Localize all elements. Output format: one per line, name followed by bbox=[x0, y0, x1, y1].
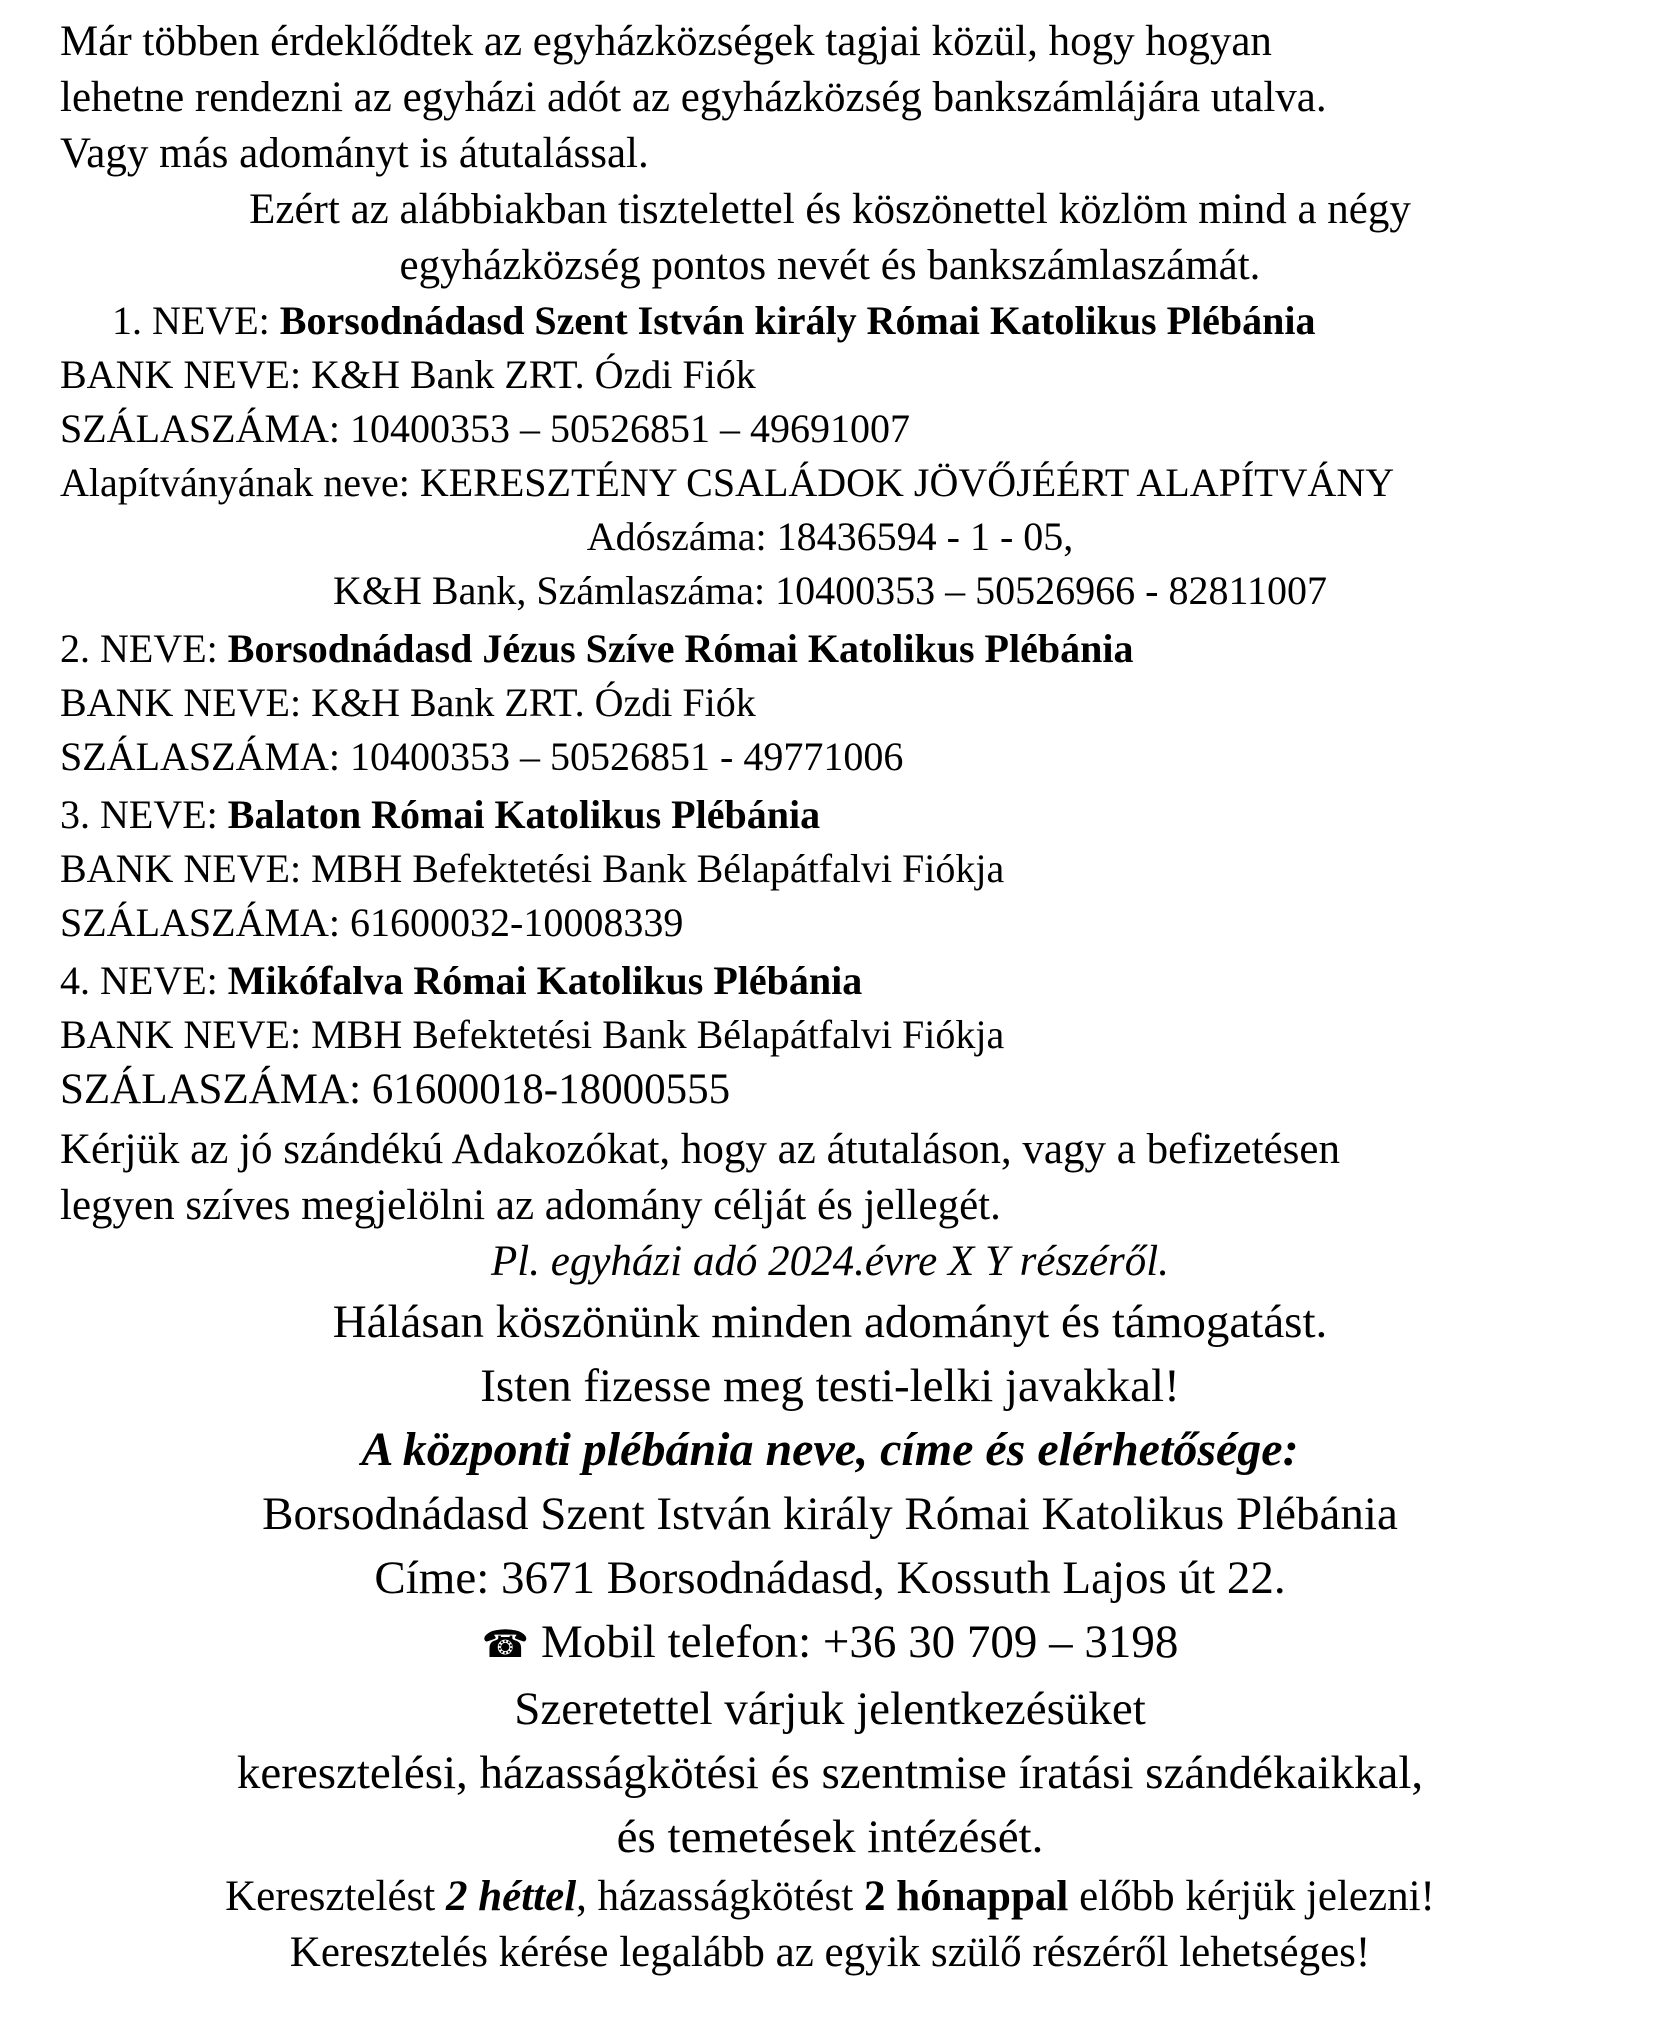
parish-1-name: 1. NEVE: Borsodnádasd Szent István király Római Katolikus Plébánia bbox=[112, 298, 1316, 343]
bulletin-page bbox=[60, 14, 1600, 1981]
thanks-line-1: Hálásan köszönünk minden adományt és támogatást. bbox=[332, 1296, 1328, 1348]
request-line-2: legyen szíves megjelölni az adomány célját és jellegét. bbox=[60, 1182, 1001, 1229]
closing-notice: Keresztelést 2 héttel, házasságkötést 2 hónappal előbb kérjük jelezni! bbox=[225, 1873, 1435, 1920]
closing-line-1: Szeretettel várjuk jelentkezésüket bbox=[514, 1683, 1146, 1735]
closing-line-2: keresztelési, házasságkötési és szentmise íratási szándékaikkal, bbox=[236, 1747, 1424, 1799]
contact-heading: A központi plébánia neve, címe és elérhetősége: bbox=[361, 1423, 1299, 1476]
intro-line-4: Ezért az alábbiakban tisztelettel és köszönettel közlöm mind a négy bbox=[249, 186, 1411, 233]
parish-2-account: SZÁLASZÁMA: 10400353 – 50526851 - 49771006 bbox=[60, 734, 904, 779]
parish-1-bank: BANK NEVE: K&H Bank ZRT. Ózdi Fiók bbox=[60, 352, 756, 397]
intro-line-1: Már többen érdeklődtek az egyházközségek tagjai közül, hogy hogyan bbox=[60, 18, 1272, 65]
parish-2-bank: BANK NEVE: K&H Bank ZRT. Ózdi Fiók bbox=[60, 680, 756, 725]
parish-1 bbox=[60, 294, 1600, 618]
parish-2-name: 2. NEVE: Borsodnádasd Jézus Szíve Római Katolikus Plébánia bbox=[60, 626, 1134, 671]
parish-4-name: 4. NEVE: Mikófalva Római Katolikus Plébánia bbox=[60, 958, 863, 1003]
parish-1-foundation-account: K&H Bank, Számlaszáma: 10400353 – 50526966 - 82811007 bbox=[333, 568, 1327, 613]
parish-1-account: SZÁLASZÁMA: 10400353 – 50526851 – 49691007 bbox=[60, 406, 911, 451]
request-example: Pl. egyházi adó 2024.évre X Y részéről. bbox=[491, 1238, 1169, 1285]
parish-3-bank: BANK NEVE: MBH Befektetési Bank Bélapátfalvi Fiókja bbox=[60, 846, 1005, 891]
parish-1-tax-id: Adószáma: 18436594 - 1 - 05, bbox=[586, 514, 1074, 559]
telephone-icon: ☎ bbox=[481, 1624, 529, 1666]
parish-3-account: SZÁLASZÁMA: 61600032-10008339 bbox=[60, 900, 684, 945]
parish-2 bbox=[60, 622, 1600, 784]
closing-line-5: Keresztelés kérése legalább az egyik szülő részéről lehetséges! bbox=[289, 1929, 1371, 1976]
closing-line-3: és temetések intézését. bbox=[616, 1811, 1044, 1863]
request-line-1: Kérjük az jó szándékú Adakozókat, hogy az átutaláson, vagy a befizetésen bbox=[60, 1126, 1340, 1173]
intro-line-5: egyházközség pontos nevét és bankszámlaszámát. bbox=[399, 242, 1261, 289]
parish-4 bbox=[60, 954, 1600, 1118]
contact-parish-name: Borsodnádasd Szent István király Római Katolikus Plébánia bbox=[262, 1488, 1398, 1540]
intro-line-3: Vagy más adományt is átutalással. bbox=[60, 130, 649, 177]
thanks-line-2: Isten fizesse meg testi-lelki javakkal! bbox=[480, 1360, 1180, 1412]
contact-address: Címe: 3671 Borsodnádasd, Kossuth Lajos út 22. bbox=[374, 1552, 1286, 1604]
parish-4-bank: BANK NEVE: MBH Befektetési Bank Bélapátfalvi Fiókja bbox=[60, 1012, 1005, 1057]
parish-3 bbox=[60, 788, 1600, 950]
parish-3-name: 3. NEVE: Balaton Római Katolikus Plébánia bbox=[60, 792, 821, 837]
parish-4-account: SZÁLASZÁMA: 61600018-18000555 bbox=[60, 1066, 731, 1113]
contact-phone: ☎ Mobil telefon: +36 30 709 – 3198 bbox=[60, 1610, 1600, 1677]
intro-line-2: lehetne rendezni az egyházi adót az egyházközség bankszámlájára utalva. bbox=[60, 74, 1327, 121]
parish-1-foundation: Alapítványának neve: KERESZTÉNY CSALÁDOK JÖVŐJÉÉRT ALAPÍTVÁNY bbox=[60, 460, 1395, 505]
